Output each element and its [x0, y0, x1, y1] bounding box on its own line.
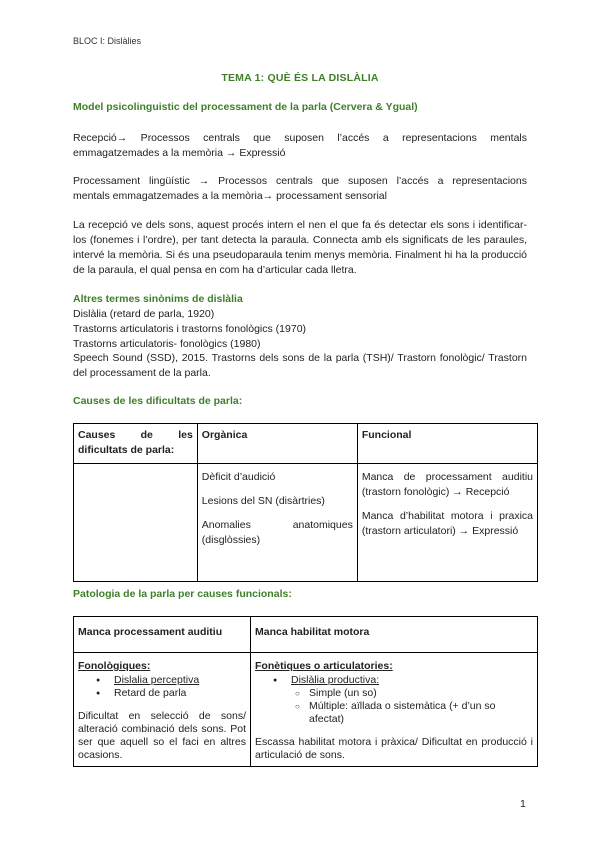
sub-bullet-item: ○ Múltiple: aïllada o sistemàtica (+ d’un so afectat): [255, 700, 533, 726]
auditiu-cell: [74, 653, 251, 767]
paragraph-recepcio-detail: La recepció ve dels sons, aquest procés intern el nen el que fa és detectar els sons i identificar-los (fonemes i l’ordre), per tant detecta la paraula. Connecta amb els significats de les paraules, intervé la memòria. Si és una pseudoparaula tenim menys memòria. Finalment hi ha la producció de la paraula, el qual pensa en com ha d’articular cada lletra.: [73, 219, 527, 276]
bullet-item: ● Dislàlia productiva:: [255, 674, 533, 687]
synonym-line: Dislàlia (retard de parla, 1920): [73, 308, 215, 320]
section-heading-model: Model psicolinguistic del processament de la parla (Cervera & Ygual): [73, 101, 418, 113]
page-number: 1: [520, 798, 526, 810]
motora-cell: [251, 653, 538, 767]
paragraph-processament-line2: mentals emmagatzemades a la memòria→ processament sensorial: [73, 190, 387, 202]
causes-empty-cell: [74, 464, 198, 582]
synonym-line: Trastorns articulatoris- fonològics (1980): [73, 338, 261, 350]
auditiu-header-cell: Manca processament auditiu: [74, 617, 251, 653]
fonetiques-title: Fonètiques o articulatories:: [255, 660, 393, 672]
bullet-item: ● Retard de parla: [78, 687, 246, 700]
organica-item: Dèficit d’audició: [201, 471, 276, 483]
synonym-line: Trastorns articulatoris i trastorns fonològics (1970): [73, 323, 307, 335]
organica-cell: [197, 464, 357, 582]
organica-item: Anomalies anatomiques (disglòssies): [201, 519, 353, 546]
page-title: TEMA 1: QUÈ ÉS LA DISLÀLIA: [221, 72, 379, 84]
causes-header-cell: Causes de les dificultats de parla:: [74, 424, 198, 464]
funcional-item: Manca d’habilitat motora i praxica (trastorn articulatori) → Expressió: [361, 510, 533, 537]
fonologiques-title: Fonològiques:: [78, 660, 151, 672]
motora-header-cell: Manca habilitat motora: [251, 617, 538, 653]
patologia-table: [73, 616, 538, 767]
section-heading-causes: Causes de les dificultats de parla:: [73, 395, 243, 407]
fonetiques-text: Escassa habilitat motora i pràxica/ Dificultat en producció i articulació de sons.: [255, 736, 533, 761]
funcional-item: Manca de processament auditiu (trastorn fonològic) → Recepció: [361, 471, 533, 498]
fonologiques-text: Dificultat en selecció de sons/ alteració combinació dels sons. Pot ser que aquell so el faci en altres ocasions.: [78, 710, 246, 761]
paragraph-processament-line1: Processament lingüístic → Processos centrals que suposen l’accés a representacions: [73, 175, 527, 187]
paragraph-recepcio-line1: Recepció→ Processos centrals que suposen l’accés a representacions mentals: [73, 132, 527, 144]
section-heading-patologia: Patologia de la parla per causes funcionals:: [73, 588, 292, 600]
bullet-item: ● Dislalia perceptiva: [78, 674, 246, 687]
synonym-ssd: Speech Sound (SSD), 2015. Trastorns dels sons de la parla (TSH)/ Trastorn fonològic/ Trastorn del processament de la parla.: [73, 352, 527, 379]
organica-item: Lesions del SN (disàrtries): [201, 495, 325, 507]
paragraph-recepcio-line2: emmagatzemades a la memòria → Expressió: [73, 147, 286, 159]
funcional-cell: [357, 464, 537, 582]
causes-table: [73, 423, 538, 582]
funcional-header-cell: Funcional: [357, 424, 537, 464]
sub-bullet-item: ○ Simple (un so): [255, 687, 533, 700]
organica-header-cell: Orgànica: [197, 424, 357, 464]
page-header: BLOC I: Dislàlies: [73, 36, 142, 46]
section-heading-sinonims: Altres termes sinònims de dislàlia: [73, 293, 243, 305]
